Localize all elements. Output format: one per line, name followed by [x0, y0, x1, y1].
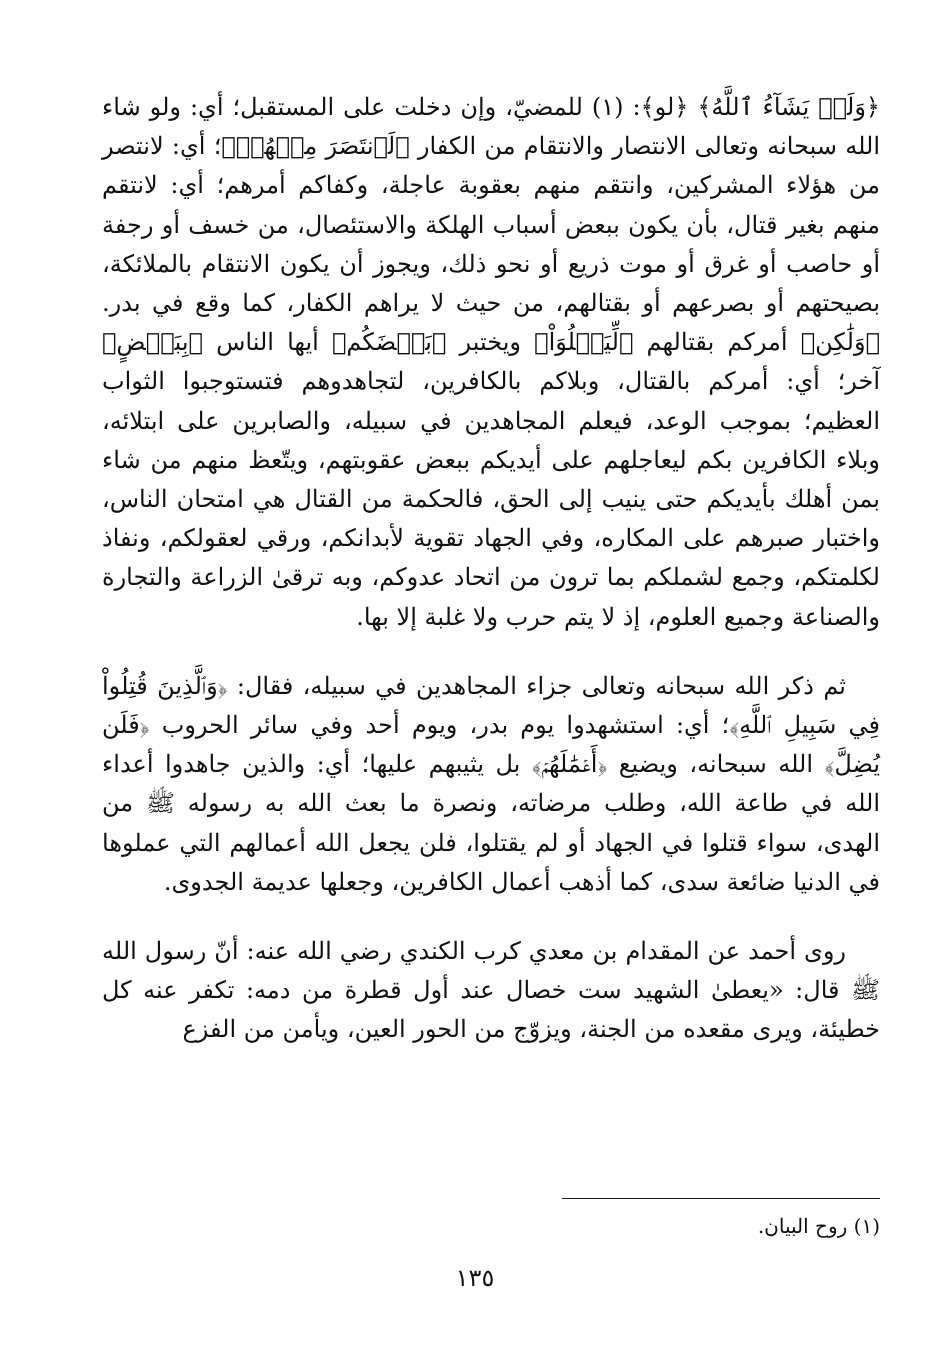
footnote-separator [562, 1198, 880, 1199]
footnote: (١) روح البيان. [757, 1214, 880, 1238]
paragraph-2: ثم ذكر الله سبحانه وتعالى جزاء المجاهدين في سبيله، فقال: ﴿وَٱلَّذِينَ قُتِلُواْ فِي سَبِيلِ ٱللَّهِ﴾؛ أي: استشهدوا يوم بدر، ويوم أحد وفي سائر الحروب ﴿فَلَن يُضِلَّ﴾ الله سبحانه، ويضيع ﴿أَعۡمَٰلَهُمۡ﴾ بل يثيبهم عليها؛ أي: والذين جاهدوا أعداء الله في طاعة الله، وطلب مرضاته، ونصرة ما بعث الله به رسوله ﷺ من الهدى، سواء قتلوا في الجهاد أو لم يقتلوا، فلن يجعل الله أعمالهم التي عملوها في الدنيا ضائعة سدى، كما أذهب أعمال الكافرين، وجعلها عديمة الجدوى. [102, 671, 880, 896]
main-text [102, 88, 880, 1050]
paragraph-spacer [102, 902, 880, 932]
page-number: ١٣٥ [455, 1264, 495, 1292]
paragraph-3: روى أحمد عن المقدام بن معدي كرب الكندي رضي الله عنه: أنّ رسول الله ﷺ قال: «يعطىٰ الشهيد ست خصال عند أول قطرة من دمه: تكفر عنه كل خطيئة، ويرى مقعده من الجنة، ويزوّج من الحور العين، ويأمن من الفزع [102, 937, 880, 1044]
paragraph-spacer [102, 637, 880, 667]
paragraph-1: ﴿وَلَوۡ يَشَآءُ ٱللَّهُ﴾ ﴿لو﴾: (١) للمضيّ، وإن دخلت على المستقبل؛ أي: ولو شاء الله سبحانه وتعالى الانتصار والانتقام من الكفار ﴿لَٱنتَصَرَ مِنۡهُمۡ﴾؛ أي: لانتصر من هؤلاء المشركين، وانتقم منهم بعقوبة عاجلة، وكفاكم أمرهم؛ أي: لانتقم منهم بغير قتال، بأن يكون ببعض أسباب الهلكة والاستئصال، من خسف أو رجفة أو حاصب أو غرق أو موت ذريع أو نحو ذلك، ويجوز أن يكون الانتقام بالملائكة، بصيحتهم أو بصرعهم أو بقتالهم، من حيث لا يراهم الكفار، كما وقع في بدر. ﴿وَلَٰكِن﴾ أمركم بقتالهم ﴿لِّيَبۡلُوَاْ﴾ ويختبر ﴿بَعۡضَكُم﴾ أيها الناس ﴿بِبَعۡضٍ﴾ آخر؛ أي: أمركم بالقتال، وبلاكم بالكافرين، لتجاهدوهم فتستوجبوا الثواب العظيم؛ بموجب الوعد، فيعلم المجاهدين في سبيله، والصابرين على ابتلائه، وبلاء الكافرين بكم ليعاجلهم على أيديكم ببعض عقوبتهم، ويتّعظ منهم من شاء بمن أهلك بأيديكم حتى ينيب إلى الحق، فالحكمة من القتال هي امتحان الناس، واختبار صبرهم على المكاره، وفي الجهاد تقوية لأبدانكم، ورقي لعقولكم، ونفاذ لكلمتكم، وجمع لشملكم بما ترون من اتحاد عدوكم، وبه ترقىٰ الزراعة والتجارة والصناعة وجميع العلوم، إذ لا يتم حرب ولا غلبة إلا بها. [102, 93, 881, 631]
